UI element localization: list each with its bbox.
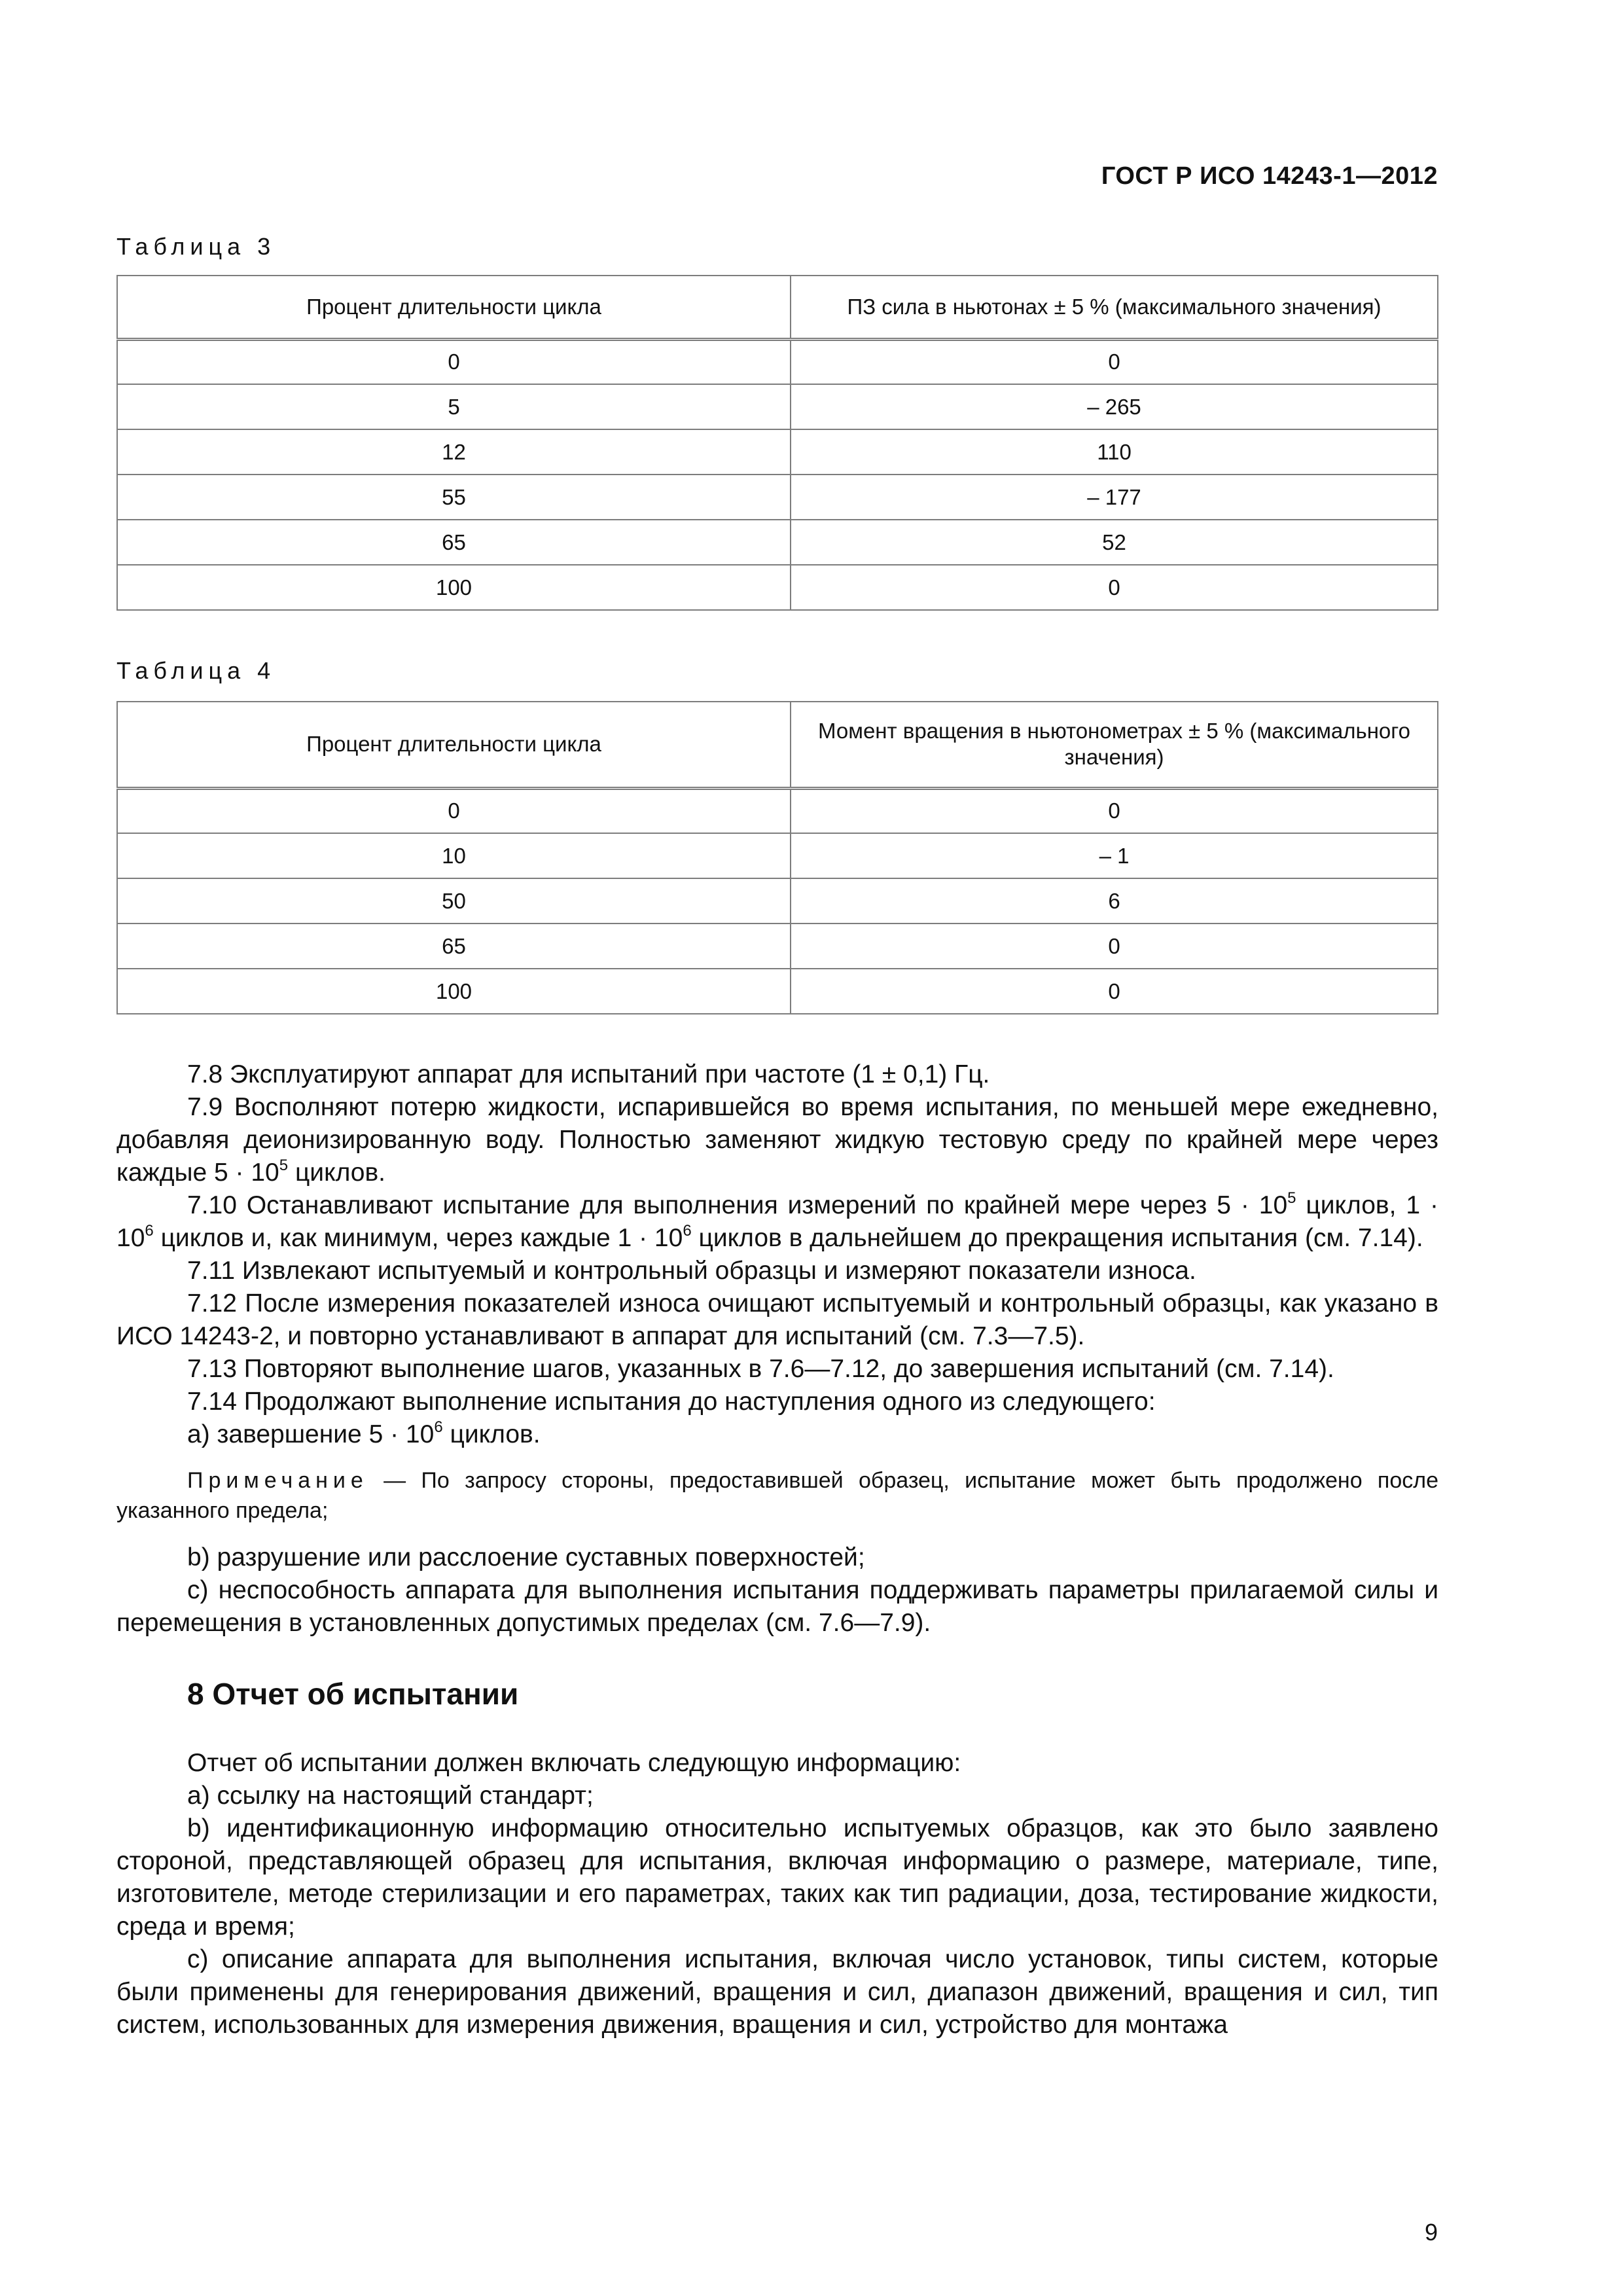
body-text xyxy=(116,1058,1438,2041)
cycle-percent-cell: 100 xyxy=(117,969,791,1014)
paragraph-7-13: 7.13 Повторяют выполнение шагов, указанных в 7.6—7.12, до завершения испытаний (см. 7.14). xyxy=(187,1355,1334,1383)
cycle-percent-cell: 0 xyxy=(117,339,791,384)
value-cell: 110 xyxy=(791,429,1438,475)
table-row xyxy=(117,339,1438,384)
table3-header-col1: Процент длительности цикла xyxy=(117,276,791,339)
cycle-percent-cell: 50 xyxy=(117,878,791,924)
p79-text-b: циклов. xyxy=(288,1158,386,1187)
p710-sup2: 6 xyxy=(145,1222,154,1240)
value-cell: 6 xyxy=(791,878,1438,924)
value-cell: 0 xyxy=(791,969,1438,1014)
table4-caption: Таблица 4 xyxy=(116,657,276,684)
table-row xyxy=(117,878,1438,924)
item-b: b) разрушение или расслоение суставных поверхностей; xyxy=(187,1543,865,1571)
table4-header-col2-text: Момент вращения в ньютонометрах ± 5 % (максимального значения) xyxy=(818,719,1410,770)
p79-sup: 5 xyxy=(279,1157,289,1174)
table-row xyxy=(117,475,1438,520)
cycle-percent-cell: 100 xyxy=(117,565,791,610)
table-3 xyxy=(116,275,1438,611)
item-a-text-a: а) завершение 5 · 10 xyxy=(187,1420,435,1448)
p710-sup1: 5 xyxy=(1287,1189,1296,1207)
cycle-percent-cell: 5 xyxy=(117,384,791,429)
table3-caption: Таблица 3 xyxy=(116,233,276,260)
value-cell: 52 xyxy=(791,520,1438,565)
value-cell: 0 xyxy=(791,565,1438,610)
item-c: c) неспособность аппарата для выполнения испытания поддерживать параметры прилагаемой силы и перемещения в установленных допустимых пределах (см. 7.6—7.9). xyxy=(116,1576,1438,1637)
value-cell: – 265 xyxy=(791,384,1438,429)
p710-text-d: циклов в дальнейшем до прекращения испытания (см. 7.14). xyxy=(691,1224,1423,1252)
cycle-percent-cell: 65 xyxy=(117,924,791,969)
p710-text-c: циклов и, как минимум, через каждые 1 · 10 xyxy=(153,1224,683,1252)
item-a-text-b: циклов. xyxy=(442,1420,541,1448)
table-row xyxy=(117,788,1438,833)
value-cell: 0 xyxy=(791,788,1438,833)
table-row xyxy=(117,520,1438,565)
paragraph-7-10 xyxy=(116,1189,1438,1255)
table-row xyxy=(117,833,1438,878)
section-8-item-b: b) идентификационную информацию относительно испытуемых образцов, как это было заявлено стороной, представляющей образец для испытания, включая информацию о размере, материале, типе, изготовителе, методе стерилизации и его параметрах, таких как тип радиации, доза, тестирование жидкости, среда и время; xyxy=(116,1814,1438,1941)
p710-text-b: циклов, 1 · 10 xyxy=(116,1191,1439,1252)
section-8-intro: Отчет об испытании должен включать следующую информацию: xyxy=(187,1749,961,1777)
p79-text-a: 7.9 Восполняют потерю жидкости, испарившейся во время испытания, по меньшей мере ежедневно, добавляя деионизированную воду. Полностью заменяют жидкую тестовую среду по крайней мере через каждые 5 · 10 xyxy=(116,1093,1438,1187)
value-cell: 0 xyxy=(791,339,1438,384)
paragraph-7-9 xyxy=(116,1091,1438,1189)
paragraph-7-11: 7.11 Извлекают испытуемый и контрольный образцы и измеряют показатели износа. xyxy=(187,1257,1196,1285)
paragraph-7-14: 7.14 Продолжают выполнение испытания до наступления одного из следующего: xyxy=(187,1388,1156,1416)
item-a-sup: 6 xyxy=(434,1418,443,1436)
table-row xyxy=(117,969,1438,1014)
cycle-percent-cell: 65 xyxy=(117,520,791,565)
table-row xyxy=(117,565,1438,610)
value-cell: – 1 xyxy=(791,833,1438,878)
p710-sup3: 6 xyxy=(683,1222,692,1240)
paragraph-7-8: 7.8 Эксплуатируют аппарат для испытаний при частоте (1 ± 0,1) Гц. xyxy=(187,1060,990,1088)
p710-text-a: 7.10 Останавливают испытание для выполнения измерений по крайней мере через 5 · 10 xyxy=(187,1191,1288,1219)
cycle-percent-cell: 55 xyxy=(117,475,791,520)
cycle-percent-cell: 12 xyxy=(117,429,791,475)
table-row xyxy=(117,429,1438,475)
cycle-percent-cell: 10 xyxy=(117,833,791,878)
table-row xyxy=(117,924,1438,969)
note-label: Примечание xyxy=(187,1468,368,1493)
table3-header-col2: ПЗ сила в ньютонах ± 5 % (максимального значения) xyxy=(791,276,1438,339)
table4-header-col1: Процент длительности цикла xyxy=(117,702,791,788)
note-text: — По запросу стороны, предоставившей образец, испытание может быть продолжено после указанного предела; xyxy=(116,1468,1438,1523)
paragraph-7-12: 7.12 После измерения показателей износа очищают испытуемый и контрольный образцы, как указано в ИСО 14243-2, и повторно устанавливают в аппарат для испытаний (см. 7.3—7.5). xyxy=(116,1289,1438,1350)
item-a xyxy=(116,1418,1438,1451)
section-8-heading: 8 Отчет об испытании xyxy=(187,1677,519,1711)
value-cell: 0 xyxy=(791,924,1438,969)
document-header: ГОСТ Р ИСО 14243-1—2012 xyxy=(1101,162,1438,190)
table-4 xyxy=(116,701,1438,1014)
page-number: 9 xyxy=(1424,2219,1438,2246)
section-8-item-c: c) описание аппарата для выполнения испытания, включая число установок, типы систем, которые были применены для генерирования движений, вращения и сил, диапазон движений, вращения и сил, тип систем, использованных для измерения движения, вращения и сил, устройство для монтажа xyxy=(116,1945,1438,2039)
note xyxy=(116,1465,1438,1526)
table-row xyxy=(117,384,1438,429)
table4-header-col2 xyxy=(791,702,1438,788)
section-8-item-a: а) ссылку на настоящий стандарт; xyxy=(187,1782,594,1810)
value-cell: – 177 xyxy=(791,475,1438,520)
cycle-percent-cell: 0 xyxy=(117,788,791,833)
